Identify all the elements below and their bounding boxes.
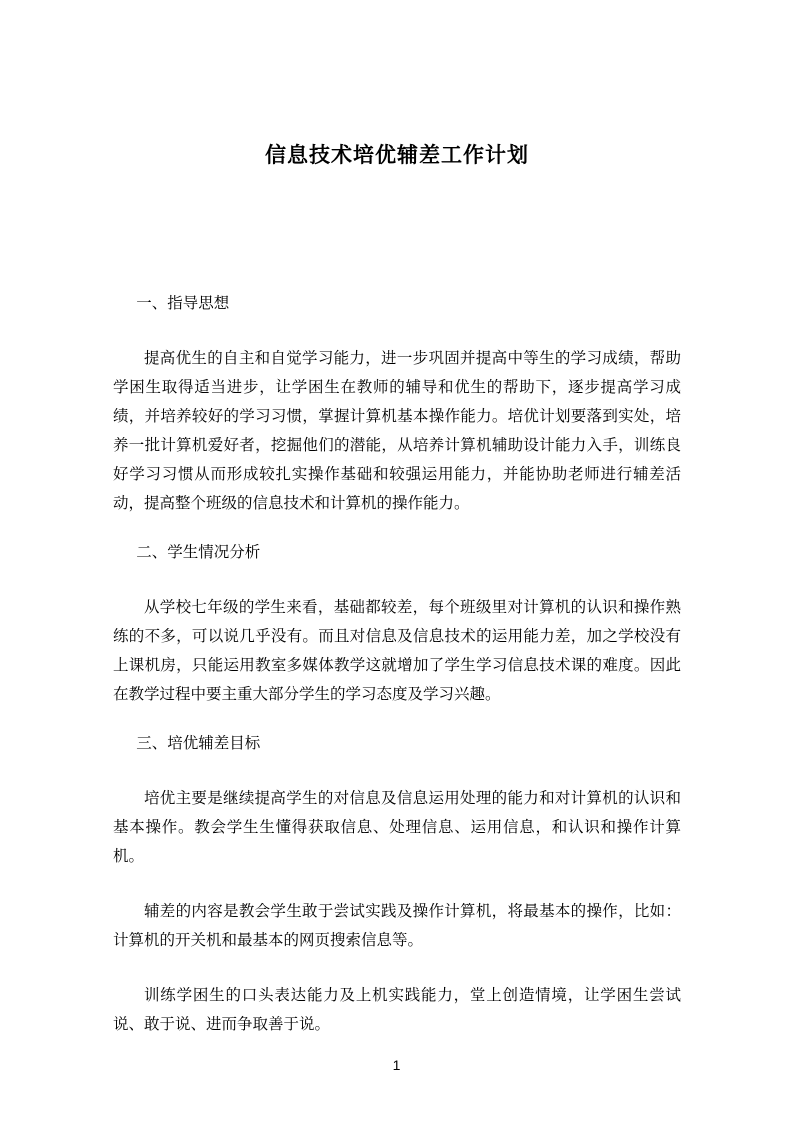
paragraph-goals-1: 培优主要是继续提高学生的对信息及信息运用处理的能力和对计算机的认识和基本操作。教会学生生懂得获取信息、处理信息、运用信息，和认识和操作计算机。 (113, 790, 681, 865)
document-content (113, 0, 681, 1039)
section-heading-guiding-ideology: 一、指导思想 (136, 295, 230, 312)
section-heading-goals: 三、培优辅差目标 (136, 735, 261, 752)
section-heading-student-analysis: 二、学生情况分析 (136, 544, 261, 561)
paragraph-student-analysis: 从学校七年级的学生来看，基础都较差，每个班级里对计算机的认识和操作熟练的不多，可以说几乎没有。而且对信息及信息技术的运用能力差，加之学校没有上课机房，只能运用教室多媒体教学这就增加了学生学习信息技术课的难度。因此在教学过程中要主重大部分学生的学习态度及学习兴趣。 (113, 599, 681, 703)
page-number: 1 (392, 1057, 401, 1073)
document-body (113, 289, 681, 1039)
document-title: 信息技术培优辅差工作计划 (265, 144, 529, 167)
paragraph-goals-3: 训练学困生的口头表达能力及上机实践能力，堂上创造情境，让学困生尝试说、敢于说、进而争取善于说。 (113, 987, 681, 1033)
paragraph-goals-2: 辅差的内容是教会学生敢于尝试实践及操作计算机，将最基本的操作，比如：计算机的开关机和最基本的网页搜索信息等。 (113, 903, 681, 949)
paragraph-guiding-ideology: 提高优生的自主和自觉学习能力，进一步巩固并提高中等生的学习成绩，帮助学困生取得适当进步，让学困生在教师的辅导和优生的帮助下，逐步提高学习成绩，并培养较好的学习习惯，掌握计算机基本操作能力。培优计划要落到实处，培养一批计算机爱好者，挖掘他们的潜能，从培养计算机辅助设计能力入手，训练良好学习习惯从而形成较扎实操作基础和较强运用能力，并能协助老师进行辅差活动，提高整个班级的信息技术和计算机的操作能力。 (113, 350, 681, 512)
